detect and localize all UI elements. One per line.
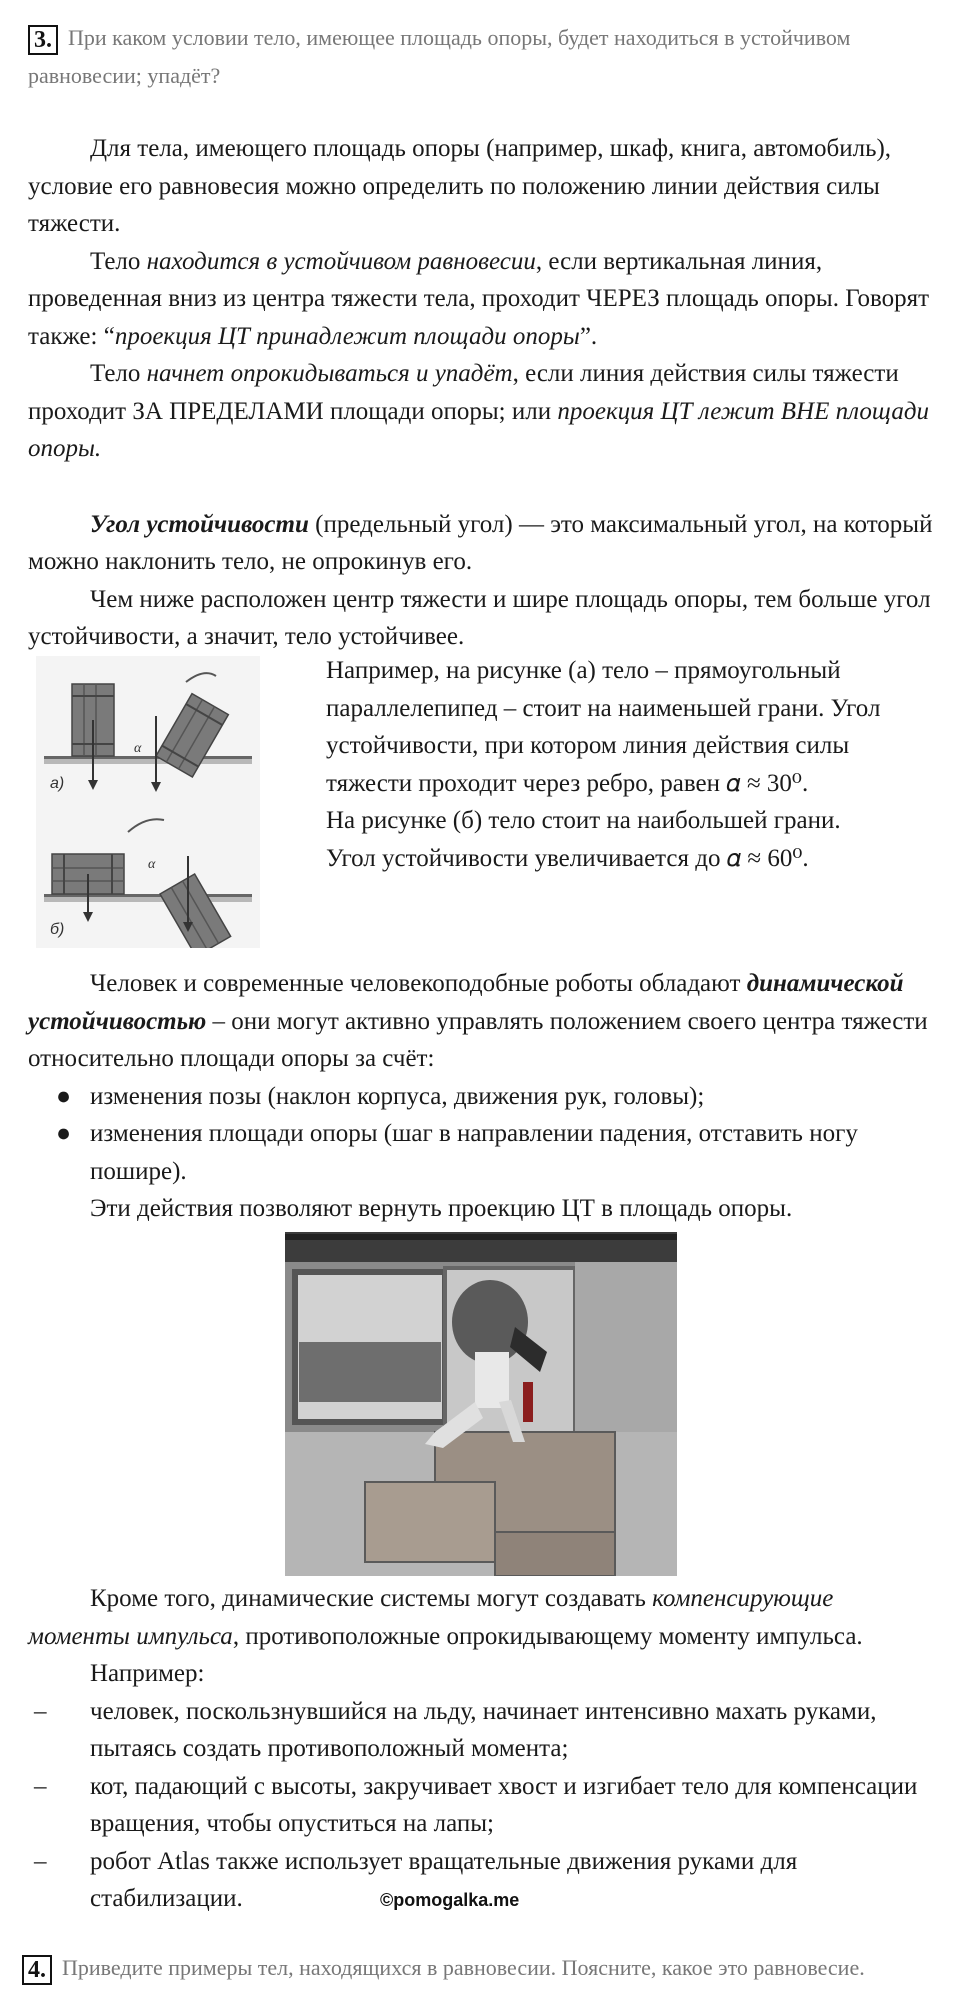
text-span: , если линия действия силы тяжести проходит ЗА ПРЕДЕЛАМИ площади опоры; или (28, 360, 899, 425)
question-text: Приведите примеры тел, находящихся в равновесии. Поясните, какое это равновесие. (62, 1955, 865, 1980)
watermark: ©pomogalka.me (380, 1890, 520, 1910)
rotation-arrow-b (128, 819, 164, 832)
text-italic: начнет опрокидываться и упадёт (146, 360, 513, 387)
list-item-text: кот, падающий с высоты, закручивает хвост и изгибает тело для компенсации вращения, чтобы опуститься на лапы; (90, 1772, 918, 1837)
arrow-a (151, 782, 161, 792)
explanation-line: устойчивости, при котором линия действия силы (326, 732, 850, 759)
text-span: , если вертикальная линия, проведенная вниз из центра тяжести тела, проходит ЧЕРЕЗ площадь опоры. Говорят также: “ (28, 247, 930, 350)
text-span: (предельный угол) — это максимальный угол, на который можно наклонить тело, не опрокинув его. (28, 510, 933, 575)
list-item (28, 1693, 940, 1768)
text-italic: находится в устойчивом равновесии (146, 247, 536, 275)
robot-photo (285, 1232, 677, 1576)
text-span: – они могут активно управлять положением своего центра тяжести относительно площади опоры за счёт: (28, 1007, 928, 1072)
list-item (28, 1768, 940, 1843)
explanation-line: Например, на рисунке (а) тело – прямоугольный (326, 657, 841, 684)
figure-svg (36, 656, 260, 948)
bullet-icon: ● (56, 1120, 72, 1147)
list-item (28, 1078, 940, 1116)
explanation-line: Угол устойчивости увеличивается до 𝛼 ≈ 60⁰. (326, 844, 809, 872)
dash-icon: – (34, 1847, 47, 1875)
answer-block-dynamic (28, 965, 940, 1228)
list-item-text: изменения площади опоры (шаг в направлении падения, отставить ногу пошире). (90, 1120, 858, 1185)
answer-block-compensation (28, 1580, 940, 1918)
ground-b-hatch (44, 897, 252, 902)
paragraph-support-area: Для тела, имеющего площадь опоры (например, шкаф, книга, автомобиль), условие его равновесия можно определить по положению линии действия силы тяжести. (28, 135, 892, 237)
question-text: При каком условии тело, имеющее площадь опоры, будет находиться в устойчивом (68, 25, 851, 50)
paragraph-tipping (28, 355, 940, 468)
dash-list (28, 1693, 940, 1918)
paragraph-compensating (28, 1580, 940, 1655)
paragraph-stability-angle (28, 506, 940, 581)
robot-photo-svg (285, 1232, 677, 1576)
figure-label-b: б) (50, 921, 65, 938)
question-text-line2: равновесии; упадёт? (28, 63, 221, 88)
text-span: Кроме того, динамические системы могут создавать (90, 1585, 653, 1612)
text-span: ”. (579, 322, 598, 350)
list-item-text: человек, поскользнувшийся на льду, начинает интенсивно махать руками, пытаясь создать противоположный момента; (90, 1697, 877, 1762)
figure-stability (36, 656, 260, 948)
rotation-arrow-a (186, 673, 216, 682)
box-a-upright (72, 684, 114, 790)
text-span: Тело (90, 247, 147, 275)
figure-label-a: а) (50, 775, 65, 792)
question-number: 3. (28, 25, 58, 55)
paragraph-stable-equilibrium (28, 243, 940, 356)
box-b-flat (52, 854, 124, 922)
dash-icon: – (34, 1772, 47, 1800)
angle-label-a: α (134, 741, 142, 756)
dash-icon: – (34, 1697, 47, 1725)
text-italic: проекция ЦТ лежит ВНЕ площади опоры. (28, 397, 929, 462)
answer-block-top (28, 130, 940, 656)
term-dynamic-stability: динамической устойчивостью (28, 970, 904, 1035)
paragraph-dynamic-stability (28, 965, 940, 1078)
explanation-line: параллелепипед – стоит на наименьшей грани. Угол (326, 694, 881, 722)
box-a-tilted (156, 694, 228, 777)
paragraph-lower-center: Чем ниже расположен центр тяжести и шире площадь опоры, тем больше угол устойчивости, а значит, тело устойчивее. (28, 585, 931, 650)
bullet-list (28, 1078, 940, 1191)
bullet-icon: ● (56, 1082, 72, 1110)
angle-label-b: α (148, 857, 156, 872)
paragraph-actions: Эти действия позволяют вернуть проекцию ЦТ в площадь опоры. (90, 1195, 793, 1222)
spacer (28, 468, 940, 506)
figure-explanation (326, 652, 946, 877)
text-italic: компенсирующие моменты импульса (28, 1585, 834, 1650)
ground-a-hatch (44, 759, 252, 764)
text-span: , противоположные опрокидывающему моменту импульса. (232, 1622, 863, 1650)
list-item (28, 1115, 940, 1190)
text-span: Человек и современные человекоподобные роботы обладают (90, 970, 747, 997)
explanation-line: тяжести проходит через ребро, равен 𝛼 ≈ 30⁰. (326, 769, 809, 797)
question-4 (22, 1950, 865, 1986)
list-item-text: изменения позы (наклон корпуса, движения рук, головы); (90, 1082, 705, 1110)
explanation-line: На рисунке (б) тело стоит на наибольшей грани. (326, 807, 841, 834)
text-span: Тело (90, 360, 147, 387)
paragraph-example: Например: (90, 1660, 205, 1687)
question-number: 4. (22, 1955, 52, 1985)
list-item-text: робот Atlas также использует вращательные движения руками для стабилизации. (90, 1847, 798, 1912)
question-3-continued (28, 58, 220, 94)
term-stability-angle: Угол устойчивости (90, 510, 309, 538)
question-3 (28, 20, 850, 56)
box-b-tilted (160, 874, 231, 948)
text-italic: проекция ЦТ принадлежит площади опоры (114, 322, 580, 350)
